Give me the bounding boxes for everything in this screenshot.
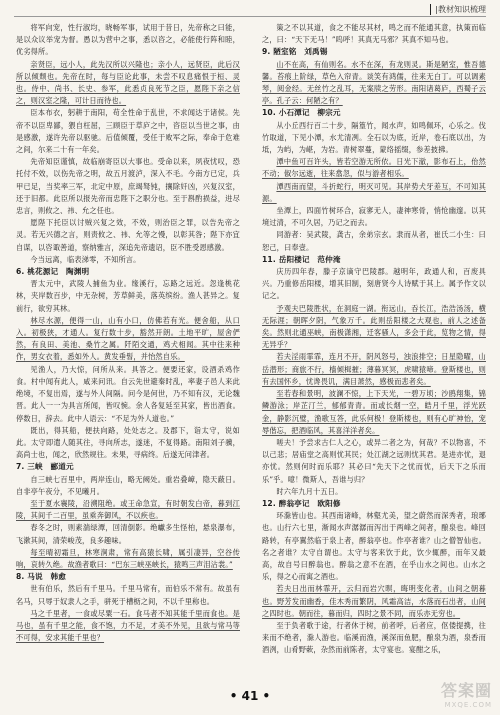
paragraph: 嗟夫！予尝求古仁人之心，或异二者之为，何哉？不以物喜，不以己悲；居庙堂之高则忧其民；处江湖之远则忧其君。是进亦忧，退亦忧。然则何时而乐耶？其必曰“先天下之忧而忧，后天下之乐而乐”乎。噫！微斯人，吾谁与归？ bbox=[262, 437, 486, 484]
section-heading: 10. 小石潭记 柳宗元 bbox=[262, 108, 341, 118]
paragraph: 庆历四年春，滕子京谪守巴陵郡。越明年，政通人和，百废具兴。乃重修岳阳楼，增其旧制，刻唐贤今人诗赋于其上。属予作文以记之。 bbox=[262, 267, 486, 301]
left-text-column bbox=[16, 22, 240, 644]
paragraph: 至若春和景明，波澜不惊，上下天光，一碧万顷；沙鸥翔集，锦鳞游泳；岸芷汀兰，郁郁青青。而或长烟一空，皓月千里，浮光跃金，静影沉璧，渔歌互答，此乐何极！登斯楼也，则有心旷神怡，宠辱偕忘，把酒临风，其喜洋洋者矣。 bbox=[262, 389, 486, 435]
paragraph: 予观夫巴陵胜状，在洞庭一湖。衔远山，吞长江，浩浩汤汤，横无际涯；朝晖夕阴，气象万千。此则岳阳楼之大观也，前人之述备矣。然则北通巫峡，南极潇湘，迁客骚人，多会于此，览物之情，得无异乎？ bbox=[262, 303, 486, 350]
paragraph: 潭西南而望，斗折蛇行，明灭可见。其岸势犬牙差互，不可知其源。 bbox=[262, 181, 486, 203]
section-heading: 9. 陋室铭 刘禹锡 bbox=[262, 47, 328, 57]
paragraph: 林尽水源，便得一山，山有小口，仿佛若有光。便舍船，从口入。初极狭，才通人。复行数十步，豁然开朗。土地平旷，屋舍俨然，有良田、美池、桑竹之属。阡陌交通，鸡犬相闻。其中往来种作，男女衣着，悉如外人。黄发垂髫，并怡然自乐。 bbox=[16, 315, 240, 362]
paragraph: 晋太元中，武陵人捕鱼为业。缘溪行，忘路之远近。忽逢桃花林，夹岸数百步，中无杂树，芳草鲜美，落英缤纷。渔人甚异之。复前行，欲穷其林。 bbox=[16, 279, 240, 313]
paragraph: 世有伯乐，然后有千里马。千里马常有，而伯乐不常有。故虽有名马，只辱于奴隶人之手，骈死于槽枥之间，不以千里称也。 bbox=[16, 584, 240, 606]
paragraph: 今当远离，临表涕零，不知所言。 bbox=[30, 254, 141, 264]
paragraph: 坐潭上，四面竹树环合，寂寥无人，凄神寒骨，悄怆幽邃。以其境过清，不可久居，乃记之而去。 bbox=[262, 206, 486, 228]
paragraph: 潭中鱼可百许头，皆若空游无所依。日光下澈，影布石上，佁然不动；俶尔远逝，往来翕忽，似与游者相乐。 bbox=[262, 157, 486, 179]
paragraph: 若夫淫雨霏霏，连月不开，阴风怒号，浊浪排空；日星隐曜，山岳潜形；商旅不行，樯倾楫摧；薄暮冥冥，虎啸猿啼。登斯楼也，则有去国怀乡，忧谗畏讥，满目萧然，感极而悲者矣。 bbox=[262, 352, 486, 386]
section-heading: 6. 桃花源记 陶渊明 bbox=[16, 267, 90, 277]
section-heading: 8. 马说 韩愈 bbox=[16, 572, 66, 582]
paragraph: 从小丘西行百二十步，隔篁竹，闻水声，如鸣佩环，心乐之。伐竹取道，下见小潭，水尤清冽。全石以为底，近岸，卷石底以出，为坻，为屿，为嵁，为岩。青树翠蔓，蒙络摇缀，参差披拂。 bbox=[262, 120, 486, 155]
paragraph: 先帝知臣谨慎，故临崩寄臣以大事也。受命以来，夙夜忧叹，恐托付不效，以伤先帝之明，故五月渡泸，深入不毛。今南方已定，兵甲已足，当奖率三军，北定中原，庶竭驽钝，攘除奸凶，兴复汉室，还于旧都。此臣所以报先帝而忠陛下之职分也。至于斟酌损益，进尽忠言，则攸之、祎、允之任也。 bbox=[16, 157, 240, 216]
section-heading: 12. 醉翁亭记 欧阳修 bbox=[262, 498, 341, 508]
paragraph: 策之不以其道，食之不能尽其材，鸣之而不能通其意，执策而临之，曰：“天下无马！”呜呼！其真无马邪？其真不知马也。 bbox=[262, 23, 486, 45]
paragraph: 同游者：吴武陵，龚古，余弟宗玄。隶而从者，崔氏二小生：曰恕己，曰奉壹。 bbox=[262, 230, 486, 252]
section-heading: 7. 三峡 郦道元 bbox=[16, 462, 74, 472]
page-number: • 41 • bbox=[229, 689, 271, 703]
section-heading: 11. 岳阳楼记 范仲淹 bbox=[262, 254, 341, 264]
paragraph: 愿陛下托臣以讨贼兴复之效，不效，则治臣之罪，以告先帝之灵。若无兴德之言，则责攸之、祎、允等之慢，以彰其咎；陛下亦宜自谋，以咨诹善道，察纳雅言，深追先帝遗诏，臣不胜受恩感激。 bbox=[16, 218, 240, 252]
paragraph: 山不在高，有仙则名。水不在深，有龙则灵。斯是陋室，惟吾德馨。苔痕上阶绿，草色入帘青。谈笑有鸿儒，往来无白丁。可以调素琴，阅金经。无丝竹之乱耳，无案牍之劳形。南阳诸葛庐，西蜀子云亭。孔子云：何陋之有？ bbox=[262, 59, 486, 106]
watermark-logo: 答案圈 MXQE.COM bbox=[440, 681, 492, 709]
paragraph: 马之千里者，一食或尽粟一石。食马者不知其能千里而食也。是马也，虽有千里之能，食不饱，力不足，才美不外见，且欲与常马等不可得，安求其能千里也？ bbox=[16, 608, 240, 643]
paragraph: 见渔人，乃大惊，问所从来。具答之。便要还家，设酒杀鸡作食。村中闻有此人，咸来问讯。自云先世避秦时乱，率妻子邑人来此绝境，不复出焉，遂与外人间隔。问今是何世，乃不知有汉，无论魏晋。此人一一为具言所闻，皆叹惋。余人各复延至其家，皆出酒食。停数日，辞去。此中人语云：“不足为外人道也。” bbox=[16, 364, 240, 423]
running-header: |教材知识梳理 bbox=[430, 4, 486, 15]
paragraph: 将军向宠，性行淑均，晓畅军事，试用于昔日，先帝称之曰能，是以众议举宠为督。愚以为营中之事，悉以咨之，必能使行阵和睦，优劣得所。 bbox=[16, 23, 240, 57]
paragraph: 若夫日出而林霏开，云归而岩穴暝，晦明变化者，山间之朝暮也。野芳发而幽香，佳木秀而繁阴，风霜高洁，水落而石出者，山间之四时也。朝而往，暮而归，四时之景不同，而乐亦无穷也。 bbox=[262, 584, 486, 618]
paragraph: 自三峡七百里中，两岸连山，略无阙处。重岩叠嶂，隐天蔽日。自非亭午夜分，不见曦月。 bbox=[16, 474, 240, 496]
header-divider bbox=[14, 16, 486, 17]
paragraph: 时六年九月十五日。 bbox=[276, 486, 343, 496]
paragraph: 臣本布衣，躬耕于南阳，苟全性命于乱世，不求闻达于诸侯。先帝不以臣卑鄙，猥自枉屈，三顾臣于草庐之中，咨臣以当世之事，由是感激，遂许先帝以驱驰。后值倾覆，受任于败军之际，奉命于危难之间，尔来二十有一年矣。 bbox=[16, 108, 240, 155]
right-text-column bbox=[262, 22, 486, 657]
paragraph: 环滁皆山也。其西南诸峰，林壑尤美，望之蔚然而深秀者，琅琊也。山行六七里，渐闻水声潺潺而泻出于两峰之间者，酿泉也。峰回路转，有亭翼然临于泉上者，醉翁亭也。作亭者谁？山之僧智仙也。名之者谁？太守自谓也。太守与客来饮于此，饮少辄醉，而年又最高，故自号曰醉翁也。醉翁之意不在酒，在乎山水之间也。山水之乐，得之心而寓之酒也。 bbox=[262, 511, 486, 582]
paragraph: 至于夏水襄陵，沿溯阻绝。或王命急宣，有时朝发白帝，暮到江陵，其间千二百里，虽乘奔御风，不以疾也。 bbox=[16, 498, 240, 521]
paragraph: 至于负者歌于途，行者休于树，前者呼，后者应，伛偻提携，往来而不绝者，滁人游也。临溪而渔，溪深而鱼肥，酿泉为酒，泉香而酒洌，山肴野蔌，杂然而前陈者，太守宴也。宴酣之乐， bbox=[262, 620, 486, 655]
paragraph: 春冬之时，则素湍绿潭，回清倒影。绝巘多生怪柏，悬泉瀑布，飞漱其间，清荣峻茂，良多趣味。 bbox=[16, 523, 240, 545]
paragraph: 既出，得其船，便扶向路，处处志之。及郡下，诣太守，说如此。太守即遣人随其往，寻向所志，遂迷，不复得路。南阳刘子骥，高尚士也，闻之，欣然规往。未果，寻病终。后遂无问津者。 bbox=[16, 425, 240, 460]
paragraph: 亲贤臣，远小人，此先汉所以兴隆也；亲小人，远贤臣，此后汉所以倾颓也。先帝在时，每与臣论此事，未尝不叹息痛恨于桓、灵也。侍中、尚书、长史、参军，此悉贞良死节之臣，愿陛下亲之信之，则汉室之隆，可计日而待也。 bbox=[16, 59, 240, 106]
paragraph: 每至晴初霜旦，林寒涧肃，常有高猿长啸，属引凄异，空谷传响，哀转久绝。故渔者歌曰：“巴东三峡巫峡长，猿鸣三声泪沾裳。” bbox=[16, 547, 240, 569]
